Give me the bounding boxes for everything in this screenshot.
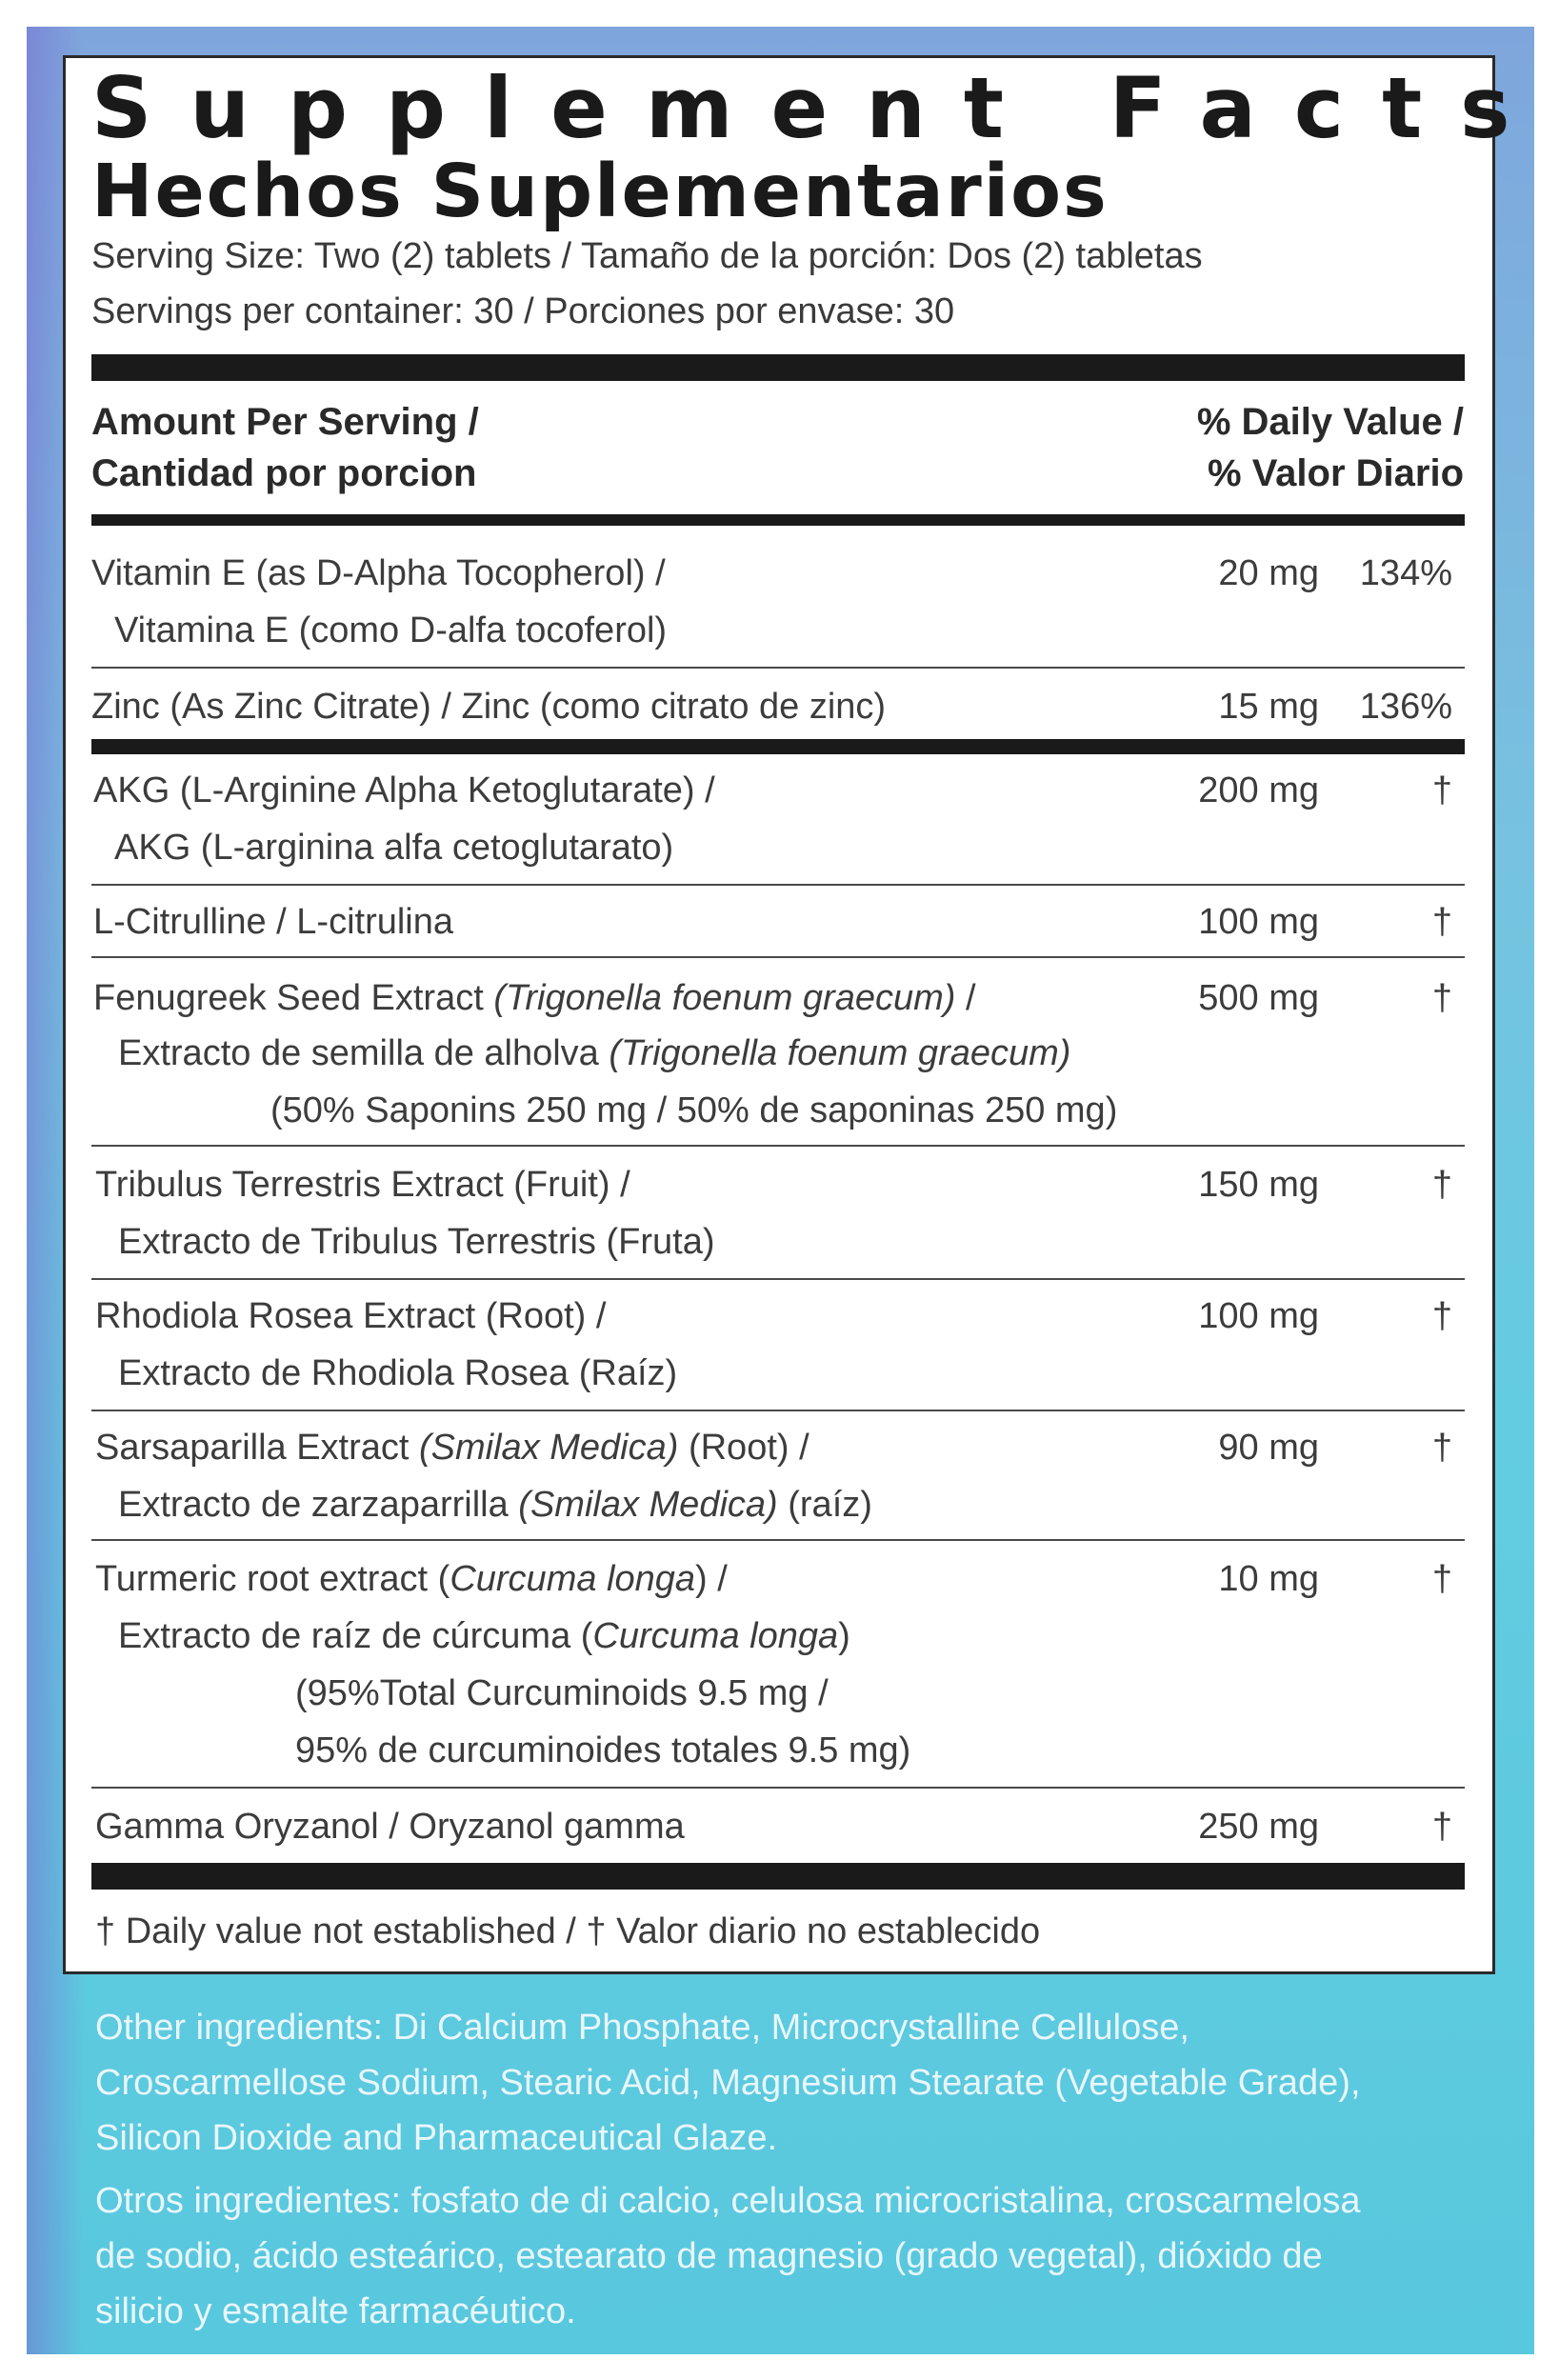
other-ingredients-en-line1: Other ingredients: Di Calcium Phosphate, Microcrystalline Cellulose, [95, 2008, 1189, 2048]
turmeric-dv: † [1431, 1559, 1452, 1599]
tribulus-name: Tribulus Terrestris Extract (Fruit) / [95, 1165, 630, 1205]
other-ingredients-en-line3: Silicon Dioxide and Pharmaceutical Glaze. [95, 2118, 778, 2158]
akg-name: AKG (L-Arginine Alpha Ketoglutarate) / [93, 770, 715, 810]
zinc-dv: 136% [1359, 687, 1452, 727]
other-ingredients-es-line3: silicio y esmalte farmacéutico. [95, 2291, 576, 2331]
turmeric-name-es: Extracto de raíz de cúrcuma (Curcuma longa) [118, 1616, 850, 1656]
turmeric-curcuminoids: (95%Total Curcuminoids 9.5 mg / [295, 1673, 829, 1713]
tribulus-dv: † [1431, 1165, 1452, 1205]
rhodiola-name-es: Extracto de Rhodiola Rosea (Raíz) [118, 1353, 678, 1393]
gamma-oryzanol-name: Gamma Oryzanol / Oryzanol gamma [95, 1807, 685, 1847]
akg-dv: † [1431, 770, 1452, 810]
akg-amount: 200 mg [1198, 770, 1319, 810]
citrulline-dv: † [1431, 902, 1452, 942]
thick-divider-bottom [91, 1863, 1465, 1890]
row-divider [91, 1145, 1465, 1147]
citrulline-amount: 100 mg [1198, 902, 1319, 942]
medium-divider [91, 514, 1465, 526]
rhodiola-dv: † [1431, 1296, 1452, 1336]
fenugreek-dv: † [1431, 978, 1452, 1018]
citrulline-name: L-Citrulline / L-citrulina [93, 902, 454, 942]
vitamin-e-name-es: Vitamina E (como D-alfa tocoferol) [114, 610, 668, 650]
row-divider [91, 667, 1465, 669]
turmeric-amount: 10 mg [1218, 1559, 1319, 1599]
row-divider [91, 956, 1465, 958]
fenugreek-name: Fenugreek Seed Extract (Trigonella foenum graecum) / [93, 978, 976, 1018]
rhodiola-amount: 100 mg [1198, 1296, 1319, 1336]
gamma-oryzanol-amount: 250 mg [1198, 1807, 1319, 1847]
daily-value-header: % Daily Value / [1196, 401, 1464, 443]
turmeric-curcuminoids-es: 95% de curcuminoides totales 9.5 mg) [295, 1730, 911, 1770]
servings-per-container: Servings per container: 30 / Porciones por envase: 30 [91, 291, 955, 331]
vitamin-e-dv: 134% [1359, 553, 1452, 593]
valor-diario-header: % Valor Diario [1208, 452, 1464, 494]
row-divider [91, 884, 1465, 886]
gamma-oryzanol-dv: † [1431, 1807, 1452, 1847]
title-english: Supplement Facts [91, 59, 1549, 157]
zinc-amount: 15 mg [1218, 687, 1319, 727]
sarsaparilla-amount: 90 mg [1218, 1428, 1319, 1468]
other-ingredients-en-line2: Croscarmellose Sodium, Stearic Acid, Magnesium Stearate (Vegetable Grade), [95, 2063, 1361, 2103]
fenugreek-amount: 500 mg [1198, 978, 1319, 1018]
fenugreek-saponins: (50% Saponins 250 mg / 50% de saponinas 250 mg) [270, 1090, 1118, 1130]
daily-value-footnote: † Daily value not established / † Valor diario no establecido [95, 1911, 1041, 1951]
akg-name-es: AKG (L-arginina alfa cetoglutarato) [114, 828, 674, 868]
row-divider [91, 1539, 1465, 1541]
fenugreek-name-es: Extracto de semilla de alholva (Trigonella foenum graecum) [118, 1033, 1071, 1073]
zinc-name: Zinc (As Zinc Citrate) / Zinc (como citrato de zinc) [91, 687, 887, 727]
other-ingredients-es-line2: de sodio, ácido esteárico, estearato de magnesio (grado vegetal), dióxido de [95, 2236, 1323, 2276]
amount-per-serving-header: Amount Per Serving / [91, 401, 479, 443]
cantidad-header: Cantidad por porcion [91, 452, 477, 494]
tribulus-amount: 150 mg [1198, 1165, 1319, 1205]
vitamin-e-name: Vitamin E (as D-Alpha Tocopherol) / [91, 553, 666, 593]
tribulus-name-es: Extracto de Tribulus Terrestris (Fruta) [118, 1222, 715, 1262]
row-divider [91, 1410, 1465, 1411]
sarsaparilla-dv: † [1431, 1428, 1452, 1468]
thick-divider-mid [91, 739, 1465, 754]
row-divider [91, 1278, 1465, 1280]
thick-divider-top [91, 354, 1465, 381]
turmeric-name: Turmeric root extract (Curcuma longa) / [95, 1559, 728, 1599]
title-spanish: Hechos Suplementarios [91, 150, 1109, 234]
row-divider [91, 1787, 1465, 1789]
vitamin-e-amount: 20 mg [1218, 553, 1319, 593]
sarsaparilla-name-es: Extracto de zarzaparrilla (Smilax Medica) (raíz) [118, 1485, 872, 1525]
serving-size: Serving Size: Two (2) tablets / Tamaño de la porción: Dos (2) tabletas [91, 236, 1203, 276]
sarsaparilla-name: Sarsaparilla Extract (Smilax Medica) (Root) / [95, 1428, 809, 1468]
other-ingredients-es-line1: Otros ingredientes: fosfato de di calcio, celulosa microcristalina, croscarmelosa [95, 2181, 1361, 2221]
rhodiola-name: Rhodiola Rosea Extract (Root) / [95, 1296, 607, 1336]
